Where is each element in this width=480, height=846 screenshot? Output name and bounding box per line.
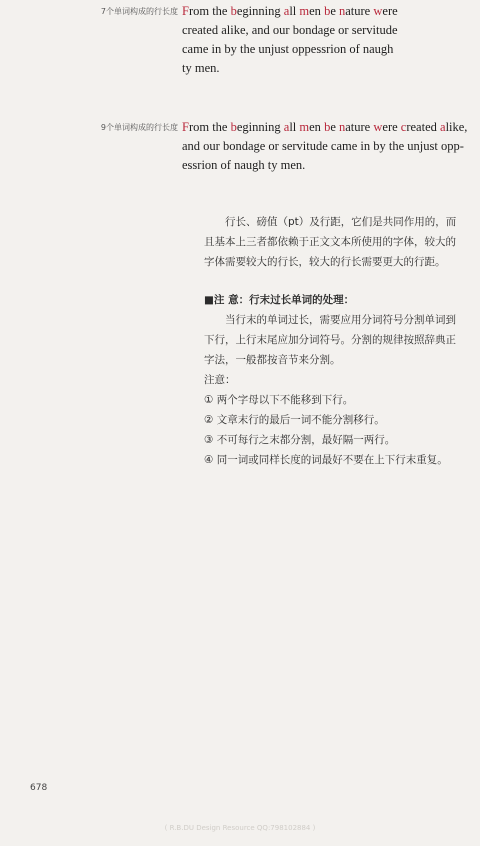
note-section xyxy=(204,290,466,470)
example-7-text xyxy=(182,2,398,78)
text-run: rom the xyxy=(188,120,231,134)
highlighted-letter: w xyxy=(373,4,383,18)
text-run: e xyxy=(330,120,339,134)
highlighted-letter: n xyxy=(339,120,346,134)
text-run: en xyxy=(309,4,325,18)
sample-line xyxy=(182,156,467,175)
body-paragraph: 行长、磅值（pt）及行距，它们是共同作用的，而且基本上三者都依赖于正文文本所使用的字体，较大的字体需要较大的行长，较大的行长需要更大的行距。 xyxy=(204,216,457,268)
highlighted-letter: a xyxy=(283,120,290,134)
note-list-item: ④ 同一词或同样长度的词最好不要在上下行末重复。 xyxy=(204,454,448,466)
text-run: eginning xyxy=(236,4,284,18)
highlighted-letter: b xyxy=(324,120,331,134)
highlighted-letter: b xyxy=(230,4,237,18)
sample-line xyxy=(182,59,398,78)
sample-line xyxy=(182,40,398,59)
highlighted-letter: n xyxy=(339,4,346,18)
text-run: ty men. xyxy=(182,61,220,75)
text-run: ll xyxy=(289,120,300,134)
note-title: ■注 意：行末过长单词的处理： xyxy=(204,294,355,306)
text-run: en xyxy=(309,120,325,134)
text-run: ature xyxy=(345,120,374,134)
page-number: 678 xyxy=(30,783,48,793)
sample-line xyxy=(182,137,467,156)
highlighted-letter: b xyxy=(230,120,237,134)
text-run: ere xyxy=(382,120,401,134)
watermark-text: ( R.B.DU Design Resource QQ:798102884 ) xyxy=(164,824,316,832)
highlighted-letter: m xyxy=(299,120,310,134)
example-7-label: 7个单词构成的行长度 xyxy=(100,7,178,16)
text-run: eginning xyxy=(236,120,284,134)
highlighted-letter: F xyxy=(182,120,189,134)
highlighted-letter: a xyxy=(283,4,290,18)
text-run: and our bondage or servitude came in by the unjust opp- xyxy=(182,139,464,153)
highlighted-letter: a xyxy=(440,120,446,134)
note-list xyxy=(204,390,466,470)
text-run: created alike, and our bondage or servitude xyxy=(182,23,398,37)
note-list-item: ① 两个字母以下不能移到下行。 xyxy=(204,394,354,406)
text-run: reated xyxy=(406,120,440,134)
highlighted-letter: m xyxy=(299,4,310,18)
note-heading: 注意： xyxy=(204,374,236,386)
text-run: ere xyxy=(382,4,398,18)
highlighted-letter: c xyxy=(400,120,407,134)
highlighted-letter: F xyxy=(182,4,189,18)
note-list-item: ② 文章末行的最后一词不能分割移行。 xyxy=(204,414,385,426)
sample-line xyxy=(182,2,398,21)
sample-line xyxy=(182,21,398,40)
highlighted-letter: b xyxy=(324,4,331,18)
highlighted-letter: w xyxy=(373,120,383,134)
text-run: came in by the unjust oppessrion of naugh xyxy=(182,42,394,56)
text-run: ll xyxy=(289,4,300,18)
sample-line xyxy=(182,118,467,137)
example-9-text xyxy=(182,118,467,175)
text-run: ature xyxy=(345,4,374,18)
text-run: rom the xyxy=(188,4,231,18)
note-body: 当行末的单词过长，需要应用分词符号分割单词到下行，上行末尾应加分词符号。分割的规律按照辞典正字法，一般都按音节来分割。 xyxy=(204,314,456,366)
note-list-item: ③ 不可每行之末都分割，最好隔一两行。 xyxy=(204,434,396,446)
text-run: e xyxy=(330,4,339,18)
text-run: essrion of naugh ty men. xyxy=(182,158,306,172)
example-9-label: 9个单词构成的行长度 xyxy=(100,123,178,132)
text-run: like, xyxy=(445,120,468,134)
